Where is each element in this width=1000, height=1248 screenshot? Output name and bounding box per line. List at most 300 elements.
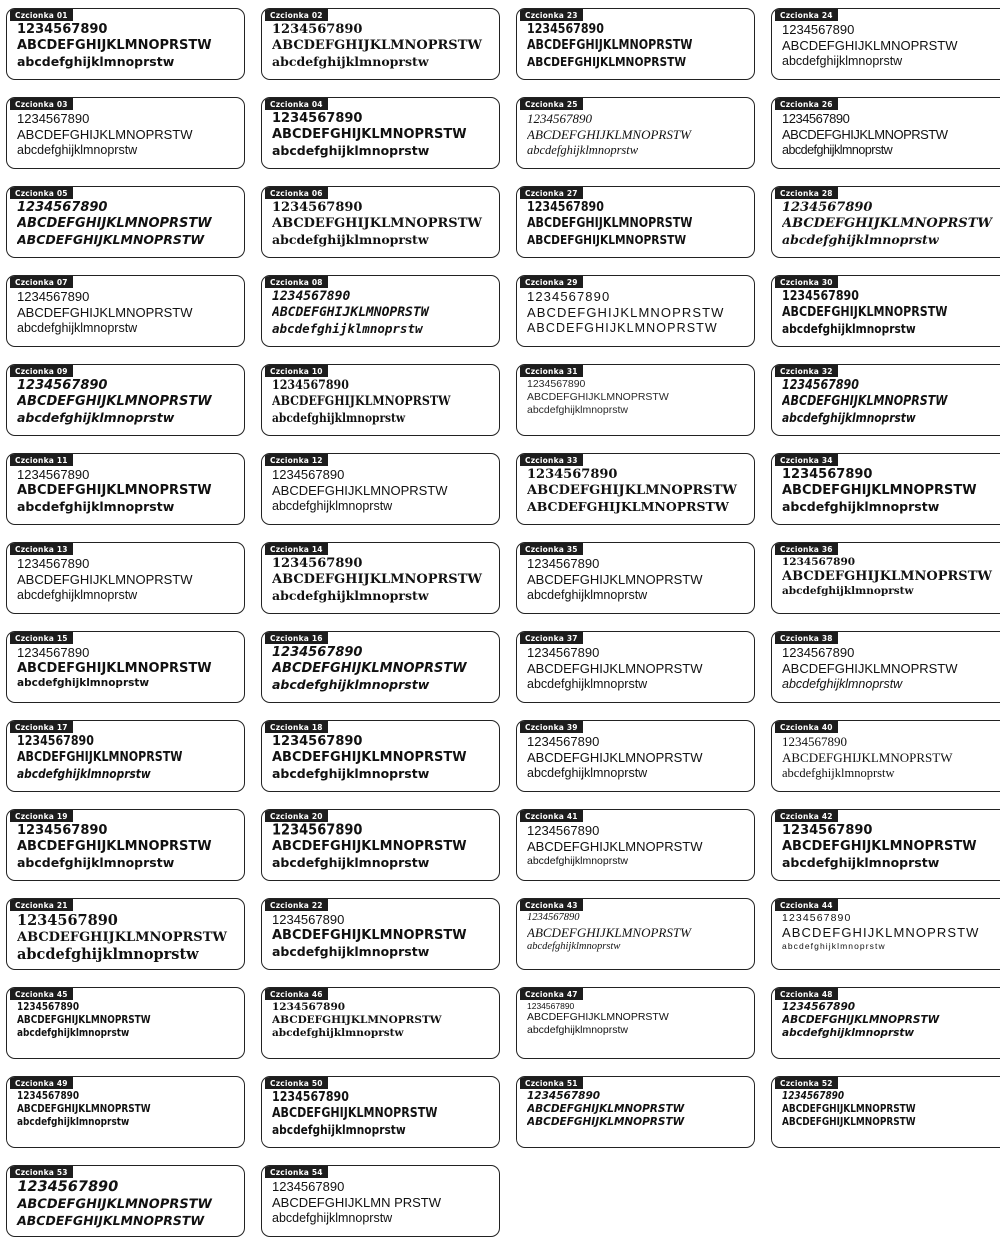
font-sample-line-3: abcdefghijklmnoprstw [17,320,138,335]
font-sample-line-1: 1234567890 [782,378,859,393]
font-sample-card[interactable] [771,898,1000,970]
font-sample-card[interactable] [261,631,500,703]
font-sample-line-2: ABCDEFGHIJKLMNOPRSTW [17,571,193,587]
font-sample-line-2: ABCDEFGHIJKLMN PRSTW [272,1194,442,1210]
font-sample-card[interactable] [261,809,500,881]
font-sample-line-3: abcdefghijklmnoprstw [17,1026,130,1039]
font-sample-lines [272,556,495,611]
font-sample-label: Czcionka 29 [520,276,583,288]
font-sample-card[interactable] [516,453,755,525]
font-sample-line-1: 1234567890 [17,1090,80,1102]
font-sample-line-3: abcdefghijklmnoprstw [17,587,138,602]
font-sample-cell [516,358,761,447]
font-sample-card[interactable] [516,364,755,436]
font-sample-cell [6,714,251,803]
font-sample-card[interactable] [516,186,755,258]
font-sample-lines [782,200,1000,255]
font-sample-line-1: 1234567890 [17,1001,80,1013]
font-sample-label: Czcionka 46 [265,988,328,1000]
font-sample-lines [782,734,1000,789]
font-sample-line-2: ABCDEFGHIJKLMNOPRSTW [272,749,467,765]
font-sample-line-1: 1234567890 [17,645,90,660]
font-sample-line-2: ABCDEFGHIJKLMNOPRSTW [17,215,212,231]
font-sample-line-3: abcdefghijklmnoprstw [782,53,903,68]
font-sample-line-1: 1234567890 [782,556,856,568]
font-sample-line-2: ABCDEFGHIJKLMNOPRSTW [527,390,669,403]
font-sample-card[interactable] [261,987,500,1059]
font-sample-line-2: ABCDEFGHIJKLMNOPRSTW [272,393,451,409]
font-sample-cell [261,1070,506,1159]
font-sample-cell [771,2,1000,91]
font-sample-cell [261,180,506,269]
font-sample-lines [527,556,750,611]
font-sample-lines [527,378,750,433]
font-sample-card[interactable] [771,97,1000,169]
font-sample-cell [6,892,251,981]
font-sample-lines [272,200,495,255]
font-sample-cell [516,180,761,269]
font-sample-line-2: ABCDEFGHIJKLMNOPRSTW [527,126,691,142]
font-sample-line-3: abcdefghijklmnoprstw [272,53,429,69]
font-sample-line-3: ABCDEFGHIJKLMNOPRSTW [782,1115,916,1128]
font-sample-lines [272,1179,495,1234]
font-sample-lines [527,111,750,166]
font-sample-label: Czcionka 19 [10,810,73,822]
font-sample-line-3: abcdefghijklmnoprstw [782,320,916,336]
font-sample-label: Czcionka 04 [265,98,328,110]
font-sample-line-3: ABCDEFGHIJKLMNOPRSTW [15,1212,206,1228]
font-sample-label: Czcionka 44 [775,899,838,911]
font-sample-line-2: ABCDEFGHIJKLMNOPRSTW [527,482,737,498]
font-sample-line-2: ABCDEFGHIJKLMNOPRSTW [17,1013,151,1026]
font-sample-card[interactable] [261,364,500,436]
font-sample-line-2: ABCDEFGHIJKLMNOPRSTW [15,1196,214,1212]
font-sample-line-1: 1234567890 [527,556,600,571]
font-sample-label: Czcionka 17 [10,721,73,733]
font-sample-line-2: ABCDEFGHIJKLMNOPRSTW [272,838,467,854]
font-sample-line-1: 1234567890 [527,378,586,390]
font-sample-lines [17,22,240,77]
font-sample-lines [272,1090,495,1145]
font-sample-card[interactable] [771,542,1000,614]
font-sample-cell [516,447,761,536]
font-sample-line-1: 1234567890 [272,1179,345,1194]
font-sample-card[interactable] [516,631,755,703]
font-sample-line-1: 1234567890 [272,1001,346,1013]
font-sample-line-1: 1234567890 [527,289,611,304]
font-sample-card[interactable] [261,8,500,80]
font-sample-line-3: abcdefghijklmnoprstw [782,231,939,247]
font-sample-line-3: abcdefghijklmnoprstw [527,940,621,952]
font-sample-line-1: 1234567890 [272,556,363,571]
font-sample-cell [261,269,506,358]
font-sample-line-2: ABCDEFGHIJKLMNOPRSTW [782,749,953,765]
font-sample-line-3: abcdefghijklmnoprstw [272,943,430,959]
font-sample-label: Czcionka 06 [265,187,328,199]
font-sample-line-3: abcdefghijklmnoprstw [17,53,175,69]
font-sample-card[interactable] [771,720,1000,792]
font-sample-cell [516,981,761,1070]
font-sample-line-1: 1234567890 [17,289,90,304]
font-sample-line-1: 1234567890 [17,912,118,929]
font-sample-line-1: 1234567890 [527,912,580,923]
font-sample-line-3: abcdefghijklmnoprstw [272,765,430,781]
font-sample-line-3: abcdefghijklmnoprstw [782,676,903,691]
font-sample-card[interactable] [516,898,755,970]
font-sample-card[interactable] [6,97,245,169]
font-sample-line-2: ABCDEFGHIJKLMNOPRSTW [527,749,703,765]
font-sample-line-3: abcdefghijklmnoprstw [272,1210,393,1225]
font-sample-label: Czcionka 28 [775,187,838,199]
font-sample-card[interactable] [6,720,245,792]
font-sample-line-3: abcdefghijklmnoprstw [527,854,628,867]
font-sample-card[interactable] [6,1076,245,1148]
font-sample-cell [261,625,506,714]
font-sample-label: Czcionka 36 [775,543,838,555]
font-sample-line-3: abcdefghijklmnoprstw [17,498,175,514]
font-sample-card[interactable] [6,364,245,436]
font-sample-label: Czcionka 34 [775,454,838,466]
font-sample-line-2: ABCDEFGHIJKLMNOPRSTW [272,37,482,53]
font-sample-line-3: ABCDEFGHIJKLMNOPRSTW [527,53,687,69]
font-sample-line-2: ABCDEFGHIJKLMNOPRSTW [272,927,467,943]
font-sample-card[interactable] [516,987,755,1059]
font-sample-line-3: abcdefghijklmnoprstw [527,587,648,602]
font-sample-line-3: abcdefghijklmnoprstw [782,584,914,597]
font-sample-label: Czcionka 26 [775,98,838,110]
font-sample-line-2: ABCDEFGHIJKLMNOPRSTW [272,571,482,587]
font-sample-label: Czcionka 52 [775,1077,838,1089]
font-sample-cell [771,981,1000,1070]
font-sample-cell [771,803,1000,892]
font-sample-line-3: abcdefghijklmnoprstw [272,498,393,513]
font-sample-line-1: 1234567890 [782,823,873,838]
font-sample-line-3: ABCDEFGHIJKLMNOPRSTW [527,231,687,247]
font-sample-card[interactable] [6,631,245,703]
font-sample-line-2: ABCDEFGHIJKLMNOPRSTW [782,126,948,142]
font-sample-card[interactable] [6,809,245,881]
font-sample-lines [272,1001,495,1056]
font-sample-lines [17,645,240,700]
font-sample-line-3: abcdefghijklmnoprstw [782,765,895,780]
font-sample-lines [272,378,495,433]
font-sample-line-1: 1234567890 [17,111,90,126]
font-sample-cell [261,892,506,981]
font-sample-label: Czcionka 42 [775,810,838,822]
font-sample-label: Czcionka 25 [520,98,583,110]
font-sample-card[interactable] [6,453,245,525]
font-sample-line-2: ABCDEFGHIJKLMNOPRSTW [782,660,958,676]
font-sample-label: Czcionka 37 [520,632,583,644]
font-sample-line-3: ABCDEFGHIJKLMNOPRSTW [527,498,729,514]
font-sample-label: Czcionka 31 [520,365,583,377]
font-sample-label: Czcionka 14 [265,543,328,555]
font-sample-cell [771,892,1000,981]
font-sample-line-3: abcdefghijklmnoprstw [272,231,429,247]
font-sample-line-1: 1234567890 [17,823,108,838]
font-sample-line-3: abcdefghijklmnoprstw [527,403,628,416]
font-sample-label: Czcionka 12 [265,454,328,466]
font-sample-card[interactable] [516,542,755,614]
font-sample-card[interactable] [6,987,245,1059]
font-sample-line-2: ABCDEFGHIJKLMNOPRSTW [272,304,429,320]
font-sample-lines [782,1090,1000,1145]
font-sample-line-3: abcdefghijklmnoprstw [782,409,916,425]
font-sample-lines [17,823,240,878]
font-sample-line-3: abcdefghijklmnoprstw [17,676,150,689]
font-sample-cell [261,981,506,1070]
font-sample-line-2: ABCDEFGHIJKLMNOPRSTW [782,37,958,53]
font-sample-line-3: abcdefghijklmnoprstw [527,676,648,691]
font-sample-card[interactable] [771,275,1000,347]
font-sample-card[interactable] [771,809,1000,881]
font-sample-cell [6,447,251,536]
font-sample-line-1: 1234567890 [272,1090,349,1105]
font-sample-cell [516,269,761,358]
font-sample-card[interactable] [516,809,755,881]
font-sample-card[interactable] [6,898,245,970]
font-sample-line-2: ABCDEFGHIJKLMNOPRSTW [527,924,691,940]
font-sample-line-1: 1234567890 [782,22,855,37]
font-sample-card[interactable] [261,720,500,792]
font-sample-line-2: ABCDEFGHIJKLMNOPRSTW [782,924,980,940]
font-sample-line-2: ABCDEFGHIJKLMNOPRSTW [527,838,703,854]
font-sample-lines [17,111,240,166]
font-sample-lines [527,823,750,878]
font-sample-line-2: ABCDEFGHIJKLMNOPRSTW [17,482,212,498]
font-sample-line-2: ABCDEFGHIJKLMNOPRSTW [782,304,948,320]
font-sample-label: Czcionka 51 [520,1077,583,1089]
font-sample-lines [782,22,1000,77]
font-sample-label: Czcionka 21 [10,899,73,911]
font-sample-lines [527,912,750,967]
font-sample-cell [516,625,761,714]
font-sample-card[interactable] [771,8,1000,80]
font-sample-line-1: 1234567890 [272,378,349,393]
font-sample-line-3: abcdefghijklmnoprstw [17,765,151,781]
font-sample-card[interactable] [261,542,500,614]
font-sample-lines [272,912,495,967]
font-sample-label: Czcionka 13 [10,543,73,555]
font-sample-line-2: ABCDEFGHIJKLMNOPRSTW [527,215,693,231]
font-sample-line-2: ABCDEFGHIJKLMNOPRSTW [17,660,212,676]
font-sample-cell [6,536,251,625]
font-sample-lines [527,1001,750,1056]
font-sample-label: Czcionka 41 [520,810,583,822]
font-sample-line-3: abcdefghijklmnoprstw [782,854,940,870]
font-sample-line-3: abcdefghijklmnoprstw [17,1115,130,1128]
font-sample-label: Czcionka 39 [520,721,583,733]
font-sample-cell [771,1070,1000,1159]
font-sample-cell [6,180,251,269]
font-sample-cell [261,447,506,536]
font-sample-card[interactable] [6,186,245,258]
font-sample-lines [17,1001,240,1056]
font-sample-line-2: ABCDEFGHIJKLMNOPRSTW [782,393,948,409]
font-sample-cell [261,1159,506,1248]
font-sample-line-2: ABCDEFGHIJKLMNOPRSTW [17,126,193,142]
font-sample-cell [261,803,506,892]
font-sample-label: Czcionka 53 [10,1166,73,1178]
font-sample-card[interactable] [516,720,755,792]
font-sample-line-1: 1234567890 [782,111,850,126]
font-sample-card[interactable] [6,542,245,614]
font-sample-card[interactable] [516,275,755,347]
font-sample-lines [782,1001,1000,1056]
font-sample-card[interactable] [771,631,1000,703]
font-sample-card[interactable] [771,364,1000,436]
font-sample-line-1: 1234567890 [782,289,859,304]
font-sample-lines [527,734,750,789]
font-sample-label: Czcionka 32 [775,365,838,377]
font-sample-card[interactable] [261,275,500,347]
font-sample-lines [527,200,750,255]
font-sample-line-2: ABCDEFGHIJKLMNOPRSTW [17,37,212,53]
font-sample-card[interactable] [261,97,500,169]
font-sample-line-3: ABCDEFGHIJKLMNOPRSTW [17,231,205,247]
font-sample-card[interactable] [6,1165,245,1237]
font-sample-card[interactable] [771,987,1000,1059]
font-sample-cell [771,536,1000,625]
font-sample-cell [771,447,1000,536]
font-sample-line-3: abcdefghijklmnoprstw [17,142,138,157]
font-sample-line-1: 1234567890 [782,467,873,482]
font-sample-cell [6,1070,251,1159]
font-sample-line-2: ABCDEFGHIJKLMNOPRSTW [17,838,212,854]
font-sample-line-2: ABCDEFGHIJKLMNOPRSTW [782,1102,916,1115]
font-sample-line-1: 1234567890 [527,467,618,482]
font-sample-line-1: 1234567890 [17,467,90,482]
font-sample-line-2: ABCDEFGHIJKLMNOPRSTW [272,126,467,142]
font-sample-line-3: abcdefghijklmnoprstw [272,320,423,336]
font-sample-label: Czcionka 27 [520,187,583,199]
font-sample-line-3: abcdefghijklmnoprstw [272,1026,404,1039]
font-sample-lines [17,467,240,522]
font-sample-label: Czcionka 47 [520,988,583,1000]
font-sample-card[interactable] [516,1076,755,1148]
font-sample-line-1: 1234567890 [272,912,345,927]
font-sample-card[interactable] [771,1076,1000,1148]
font-sample-cell [516,91,761,180]
font-sample-cell [6,269,251,358]
font-sample-line-2: ABCDEFGHIJKLMNOPRSTW [272,482,448,498]
font-sample-card[interactable] [261,453,500,525]
font-sample-lines [17,289,240,344]
font-sample-card[interactable] [261,186,500,258]
font-sample-lines [527,289,750,344]
font-sample-card[interactable] [771,453,1000,525]
font-sample-card[interactable] [516,97,755,169]
font-sample-lines [272,823,495,878]
font-sample-label: Czcionka 03 [10,98,73,110]
font-sample-line-1: 1234567890 [272,734,363,749]
font-sample-label: Czcionka 11 [10,454,73,466]
font-sample-line-1: 1234567890 [17,22,108,37]
font-sample-label: Czcionka 05 [10,187,73,199]
font-sample-line-3: abcdefghijklmnoprstw [272,854,430,870]
font-sample-cell [261,714,506,803]
font-sample-line-1: 1234567890 [272,467,345,482]
font-sample-lines [782,645,1000,700]
font-sample-line-3: abcdefghijklmnoprstw [782,940,886,951]
font-sample-line-1: 1234567890 [527,200,604,215]
font-sample-lines [17,912,240,967]
font-sample-lines [272,22,495,77]
font-sample-line-1: 1234567890 [527,734,600,749]
font-sample-line-3: abcdefghijklmnoprstw [17,854,175,870]
font-sample-card[interactable] [516,8,755,80]
font-sample-label: Czcionka 45 [10,988,73,1000]
font-sample-line-1: 1234567890 [782,912,852,924]
font-sample-cell [6,625,251,714]
font-sample-line-1: 1234567890 [17,734,94,749]
font-sample-label: Czcionka 48 [775,988,838,1000]
font-sample-cell [771,625,1000,714]
font-sample-card[interactable] [771,186,1000,258]
font-sample-line-1: 1234567890 [527,645,600,660]
font-sample-card[interactable] [261,1165,500,1237]
font-sample-line-2: ABCDEFGHIJKLMNOPRSTW [272,1013,442,1026]
font-sample-cell [6,803,251,892]
font-sample-lines [527,1090,750,1145]
font-sample-line-2: ABCDEFGHIJKLMNOPRSTW [17,929,227,945]
font-sample-label: Czcionka 43 [520,899,583,911]
font-sample-card[interactable] [261,898,500,970]
font-sample-cell [771,91,1000,180]
font-sample-label: Czcionka 49 [10,1077,73,1089]
font-sample-line-3: abcdefghijklmnoprstw [527,142,639,157]
font-sample-lines [782,289,1000,344]
font-sample-label: Czcionka 24 [775,9,838,21]
font-sample-line-3: abcdefghijklmnoprstw [17,409,175,425]
font-sample-line-1: 1234567890 [782,1090,845,1102]
font-sample-lines [782,912,1000,967]
font-sample-lines [782,378,1000,433]
font-sample-lines [272,467,495,522]
font-sample-cell [261,2,506,91]
font-sample-lines [527,645,750,700]
font-sample-line-1: 1234567890 [782,1001,856,1013]
font-sample-label: Czcionka 38 [775,632,838,644]
font-sample-cell [6,91,251,180]
font-sample-line-2: ABCDEFGHIJKLMNOPRSTW [17,749,183,765]
font-sample-line-1: 1234567890 [17,200,108,215]
font-sample-line-3: abcdefghijklmnoprstw [782,498,940,514]
font-sample-line-1: 1234567890 [272,200,363,215]
font-sample-line-3: abcdefghijklmnoprstw [782,142,893,157]
font-sample-line-2: ABCDEFGHIJKLMNOPRSTW [17,1102,151,1115]
font-sample-cell [6,1159,251,1248]
font-sample-cell [516,892,761,981]
font-sample-line-2: ABCDEFGHIJKLMNOPRSTW [272,660,467,676]
font-sample-label: Czcionka 07 [10,276,73,288]
font-sample-line-2: ABCDEFGHIJKLMNOPRSTW [272,215,482,231]
font-sample-cell [261,358,506,447]
font-sample-line-2: ABCDEFGHIJKLMNOPRSTW [782,1013,940,1026]
font-sample-line-3: abcdefghijklmnoprstw [272,409,406,425]
font-sample-line-1: 1234567890 [17,378,108,393]
font-sample-card[interactable] [261,1076,500,1148]
font-sample-cell [771,269,1000,358]
font-sample-card[interactable] [6,8,245,80]
font-sample-label: Czcionka 15 [10,632,73,644]
font-sample-card[interactable] [6,275,245,347]
font-sample-lines [272,289,495,344]
font-sample-lines [272,645,495,700]
font-sample-label: Czcionka 50 [265,1077,328,1089]
font-sample-label: Czcionka 20 [265,810,328,822]
font-sample-lines [272,111,495,166]
